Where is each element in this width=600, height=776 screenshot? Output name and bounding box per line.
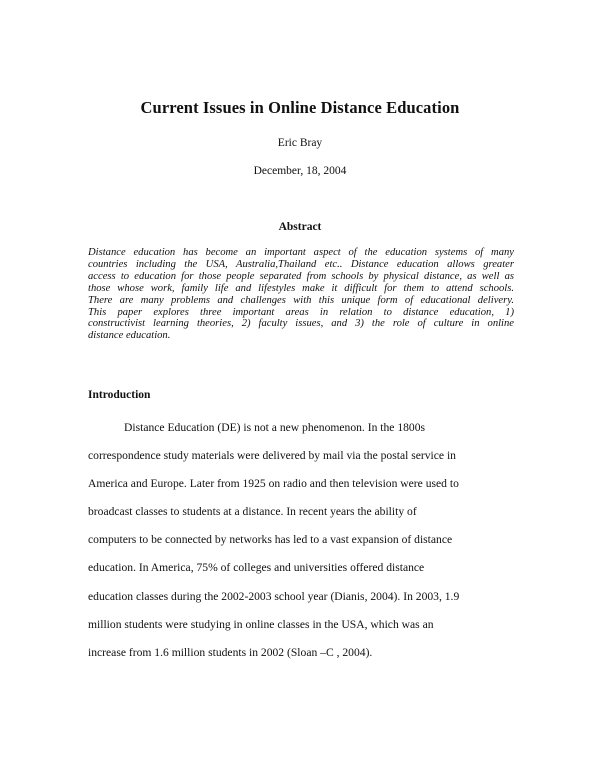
- abstract-line: distance education.: [88, 330, 171, 342]
- body-line: education classes during the 2002-2003 school year (Dianis, 2004). In 2003, 1.9: [88, 589, 460, 603]
- body-line: increase from 1.6 million students in 2002 (Sloan –C , 2004).: [88, 645, 373, 659]
- introduction-body: [88, 420, 518, 673]
- abstract-heading: Abstract: [278, 221, 322, 233]
- abstract-line: those whose work, family life and lifestyles make it difficult for them to attend schools.: [88, 282, 514, 294]
- abstract-line: There are many problems and challenges with this unique form of educational delivery.: [88, 294, 514, 306]
- abstract-line: access to education for those people separated from schools by physical distance, as well as: [88, 270, 514, 282]
- paper-title: Current Issues in Online Distance Education: [140, 98, 460, 117]
- body-line: America and Europe. Later from 1925 on radio and then television were used to: [88, 477, 459, 491]
- body-line: education. In America, 75% of colleges and universities offered distance: [88, 561, 425, 575]
- author-name: Eric Bray: [277, 137, 323, 149]
- body-line: Distance Education (DE) is not a new phenomenon. In the 1800s: [124, 421, 426, 434]
- introduction-heading: Introduction: [88, 389, 151, 401]
- body-line: computers to be connected by networks has led to a vast expansion of distance: [88, 533, 453, 547]
- publication-date: December, 18, 2004: [253, 165, 347, 177]
- abstract-line: countries including the USA, Australia,Thailand etc.. Distance education allows greater: [88, 258, 514, 270]
- abstract-line: constructivist learning theories, 2) faculty issues, and 3) the role of culture in online: [88, 318, 514, 330]
- abstract-body: [88, 247, 514, 342]
- body-line: broadcast classes to students at a distance. In recent years the ability of: [88, 505, 417, 519]
- abstract-line: This paper explores three important areas in relation to distance education, 1): [88, 306, 514, 318]
- abstract-line: Distance education has become an important aspect of the education systems of many: [88, 247, 514, 258]
- body-line: million students were studying in online classes in the USA, which was an: [88, 617, 434, 631]
- body-line: correspondence study materials were delivered by mail via the postal service in: [88, 449, 456, 463]
